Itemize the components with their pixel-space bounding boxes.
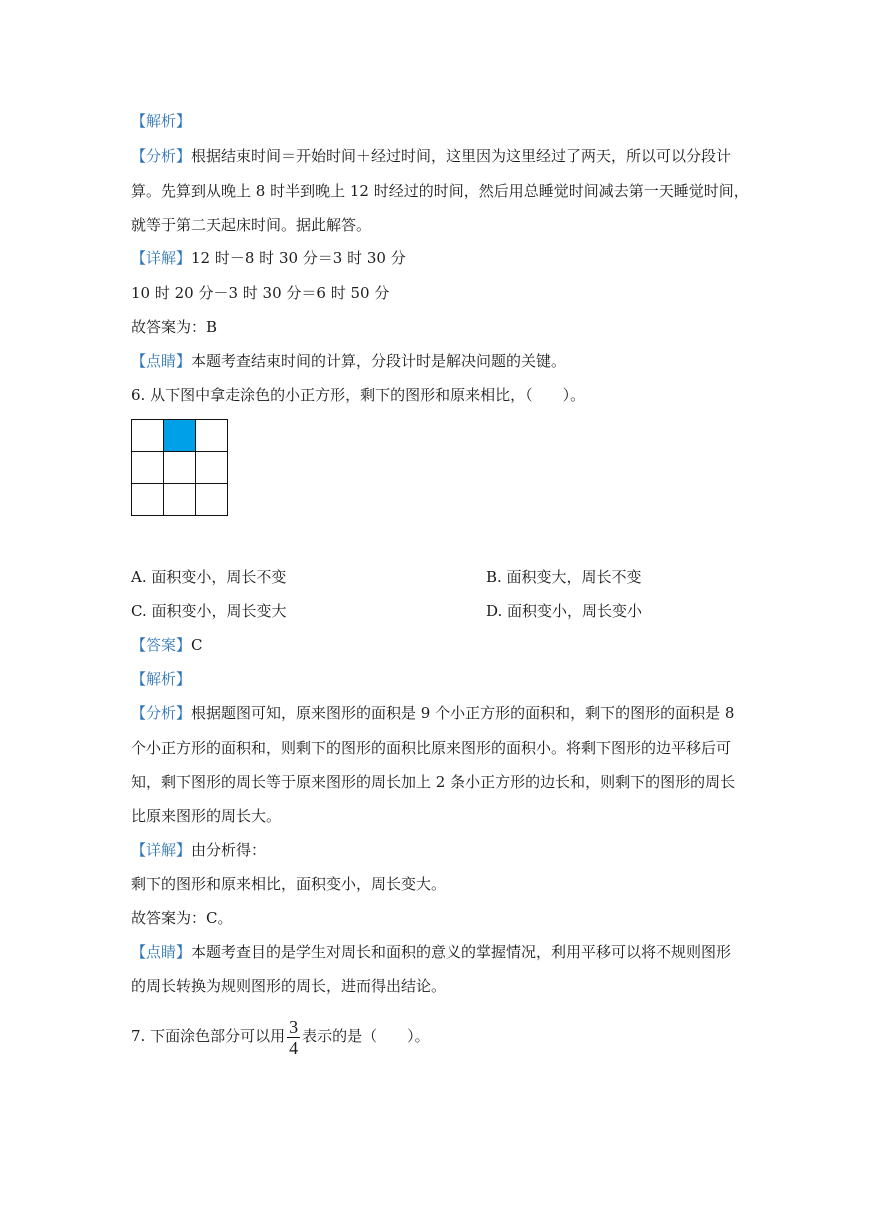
- jiexi-tag-q6: [131, 669, 191, 689]
- option-d: D. 面积变小，周长变小: [486, 602, 643, 620]
- grid-cell: [164, 452, 196, 484]
- xiangjie-q6-line-1: [131, 840, 266, 860]
- daan-line: [131, 635, 203, 655]
- dianjing-text: 本题考查结束时间的计算，分段计时是解决问题的关键。: [191, 352, 567, 370]
- question-6-stem: 6. 从下图中拿走涂色的小正方形，剩下的图形和原来相比，（ ）。: [131, 386, 586, 404]
- grid-row: [132, 420, 228, 452]
- fenxi-line-2: 算。先算到从晚上 8 时半到晚上 12 时经过的时间，然后用总睡觉时间减去第一天睡觉时间，: [131, 182, 749, 200]
- fraction-numerator: 3: [289, 1016, 299, 1037]
- fenxi-q6-line-1: [131, 703, 734, 723]
- fenxi-q6-line-4: 比原来图形的周长大。: [131, 807, 282, 825]
- option-a: A. 面积变小，周长不变: [131, 568, 287, 586]
- grid-row: [132, 484, 228, 516]
- xiangjie-line-1: [131, 248, 406, 268]
- fenxi-text: 根据结束时间＝开始时间＋经过时间，这里因为这里经过了两天，所以可以分段计: [191, 147, 732, 165]
- dianjing-q6-line-1: [131, 942, 731, 962]
- square-grid-figure: [131, 419, 228, 516]
- grid-cell: [132, 452, 164, 484]
- daan-label: 【答案】: [131, 636, 192, 654]
- xiangjie-label-q6: 【详解】: [131, 841, 192, 859]
- xiangjie-q6-text: 由分析得：: [191, 841, 267, 859]
- fenxi-label-q6: 【分析】: [131, 704, 192, 722]
- grid-cell: [196, 452, 228, 484]
- grid-cell: [132, 484, 164, 516]
- grid-cell: [196, 484, 228, 516]
- grid-cell: [164, 484, 196, 516]
- grid-cell: [196, 420, 228, 452]
- dianjing-label: 【点睛】: [131, 352, 192, 370]
- dianjing-label-q6: 【点睛】: [131, 943, 192, 961]
- fenxi-line-1: [131, 146, 731, 166]
- xiangjie-line-2: 10 时 20 分－3 时 30 分＝6 时 50 分: [131, 284, 390, 302]
- jiexi-label-q6: 【解析】: [131, 670, 192, 688]
- fenxi-q6-line-2: 个小正方形的面积和，则剩下的图形的面积比原来图形的面积小。将剩下图形的边平移后可: [131, 739, 732, 757]
- q7-stem-before: 7. 下面涂色部分可以用: [131, 1027, 286, 1045]
- answer-line: 故答案为：B: [131, 318, 218, 336]
- fenxi-q6-text: 根据题图可知，原来图形的面积是 9 个小正方形的面积和，剩下的图形的面积是 8: [191, 704, 735, 722]
- question-7-stem: [131, 1014, 430, 1058]
- jiexi-tag: [131, 111, 191, 131]
- grid-cell: [132, 420, 164, 452]
- option-c: C. 面积变小，周长变大: [131, 602, 287, 620]
- xiangjie-text: 12 时－8 时 30 分＝3 时 30 分: [191, 249, 406, 267]
- xiangjie-label: 【详解】: [131, 249, 192, 267]
- dianjing-q6-text: 本题考查目的是学生对周长和面积的意义的掌握情况，利用平移可以将不规则图形: [191, 943, 732, 961]
- fraction-denominator: 4: [289, 1037, 299, 1058]
- fenxi-q6-line-3: 知，剩下图形的周长等于原来图形的周长加上 2 条小正方形的边长和，则剩下的图形的周长: [131, 773, 736, 791]
- option-b: B. 面积变大，周长不变: [486, 568, 642, 586]
- answer-line-q6: 故答案为：C。: [131, 909, 233, 927]
- q7-stem-after: 表示的是（ ）。: [302, 1027, 430, 1045]
- xiangjie-q6-line-2: 剩下的图形和原来相比，面积变小，周长变大。: [131, 875, 447, 893]
- daan-value: C: [191, 636, 203, 654]
- fraction-three-quarters: [287, 1017, 300, 1058]
- jiexi-label: 【解析】: [131, 112, 192, 130]
- fenxi-label: 【分析】: [131, 147, 192, 165]
- grid-row: [132, 452, 228, 484]
- grid-cell-shaded: [164, 420, 196, 452]
- fenxi-line-3: 就等于第二天起床时间。据此解答。: [131, 216, 372, 234]
- dianjing-line: [131, 351, 566, 371]
- dianjing-q6-line-2: 的周长转换为规则图形的周长，进而得出结论。: [131, 977, 447, 995]
